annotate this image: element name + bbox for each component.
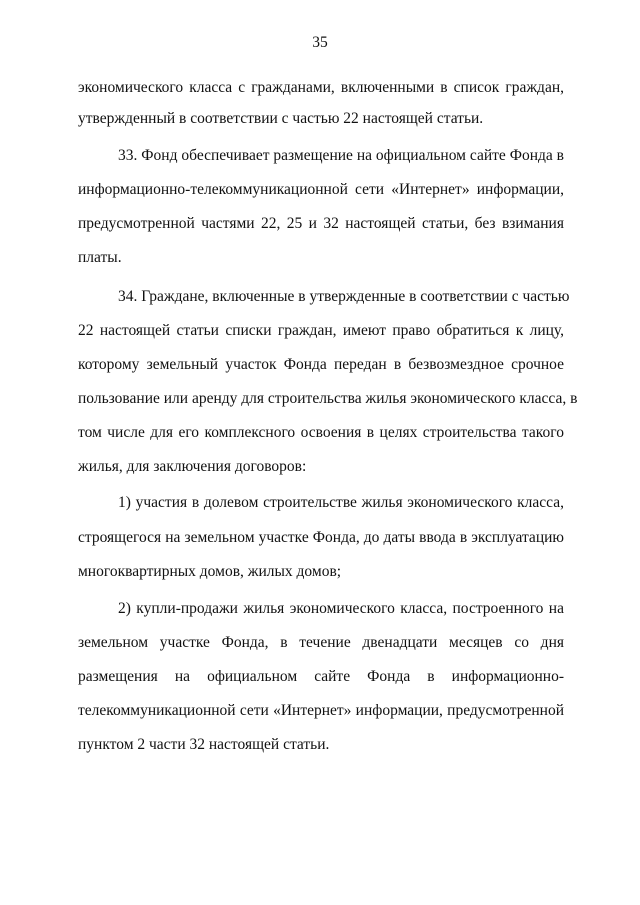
item-1-first-line: 1) участия в долевом строительстве жилья экономического класса, [118,494,564,511]
text-line: телекоммуникационной сети «Интернет» информации, предусмотренной [78,702,564,719]
text-line: том числе для его комплексного освоения в целях строительства такого [78,424,564,441]
text-line: предусмотренной частями 22, 25 и 32 настоящей статьи, без взимания [78,215,564,232]
text-line: пунктом 2 части 32 настоящей статьи. [78,736,330,753]
text-line: экономического класса с гражданами, включенными в список граждан, [78,79,564,96]
text-line: пользование или аренду для строительства жилья экономического класса, в [78,390,578,407]
text-line: жилья, для заключения договоров: [78,458,307,475]
text-line: которому земельный участок Фонда передан в безвозмездное срочное [78,356,564,373]
text-line: 22 настоящей статьи списки граждан, имеют право обратиться к лицу, [78,322,564,339]
text-line: информационно-телекоммуникационной сети «Интернет» информации, [78,181,564,198]
text-line: многоквартирных домов, жилых домов; [78,563,342,580]
paragraph-34-first-line: 34. Граждане, включенные в утвержденные в соответствии с частью [118,288,570,305]
item-2-first-line: 2) купли-продажи жилья экономического класса, построенного на [118,600,564,617]
text-line: платы. [78,249,122,266]
text-line: размещения на официальном сайте Фонда в информационно- [78,668,564,685]
text-line: земельном участке Фонда, в течение двенадцати месяцев со дня [78,634,564,651]
text-line: утвержденный в соответствии с частью 22 настоящей статьи. [78,110,484,127]
page-number: 35 [312,34,328,51]
text-line: строящегося на земельном участке Фонда, до даты ввода в эксплуатацию [78,529,564,546]
paragraph-33-first-line: 33. Фонд обеспечивает размещение на официальном сайте Фонда в [118,147,564,164]
